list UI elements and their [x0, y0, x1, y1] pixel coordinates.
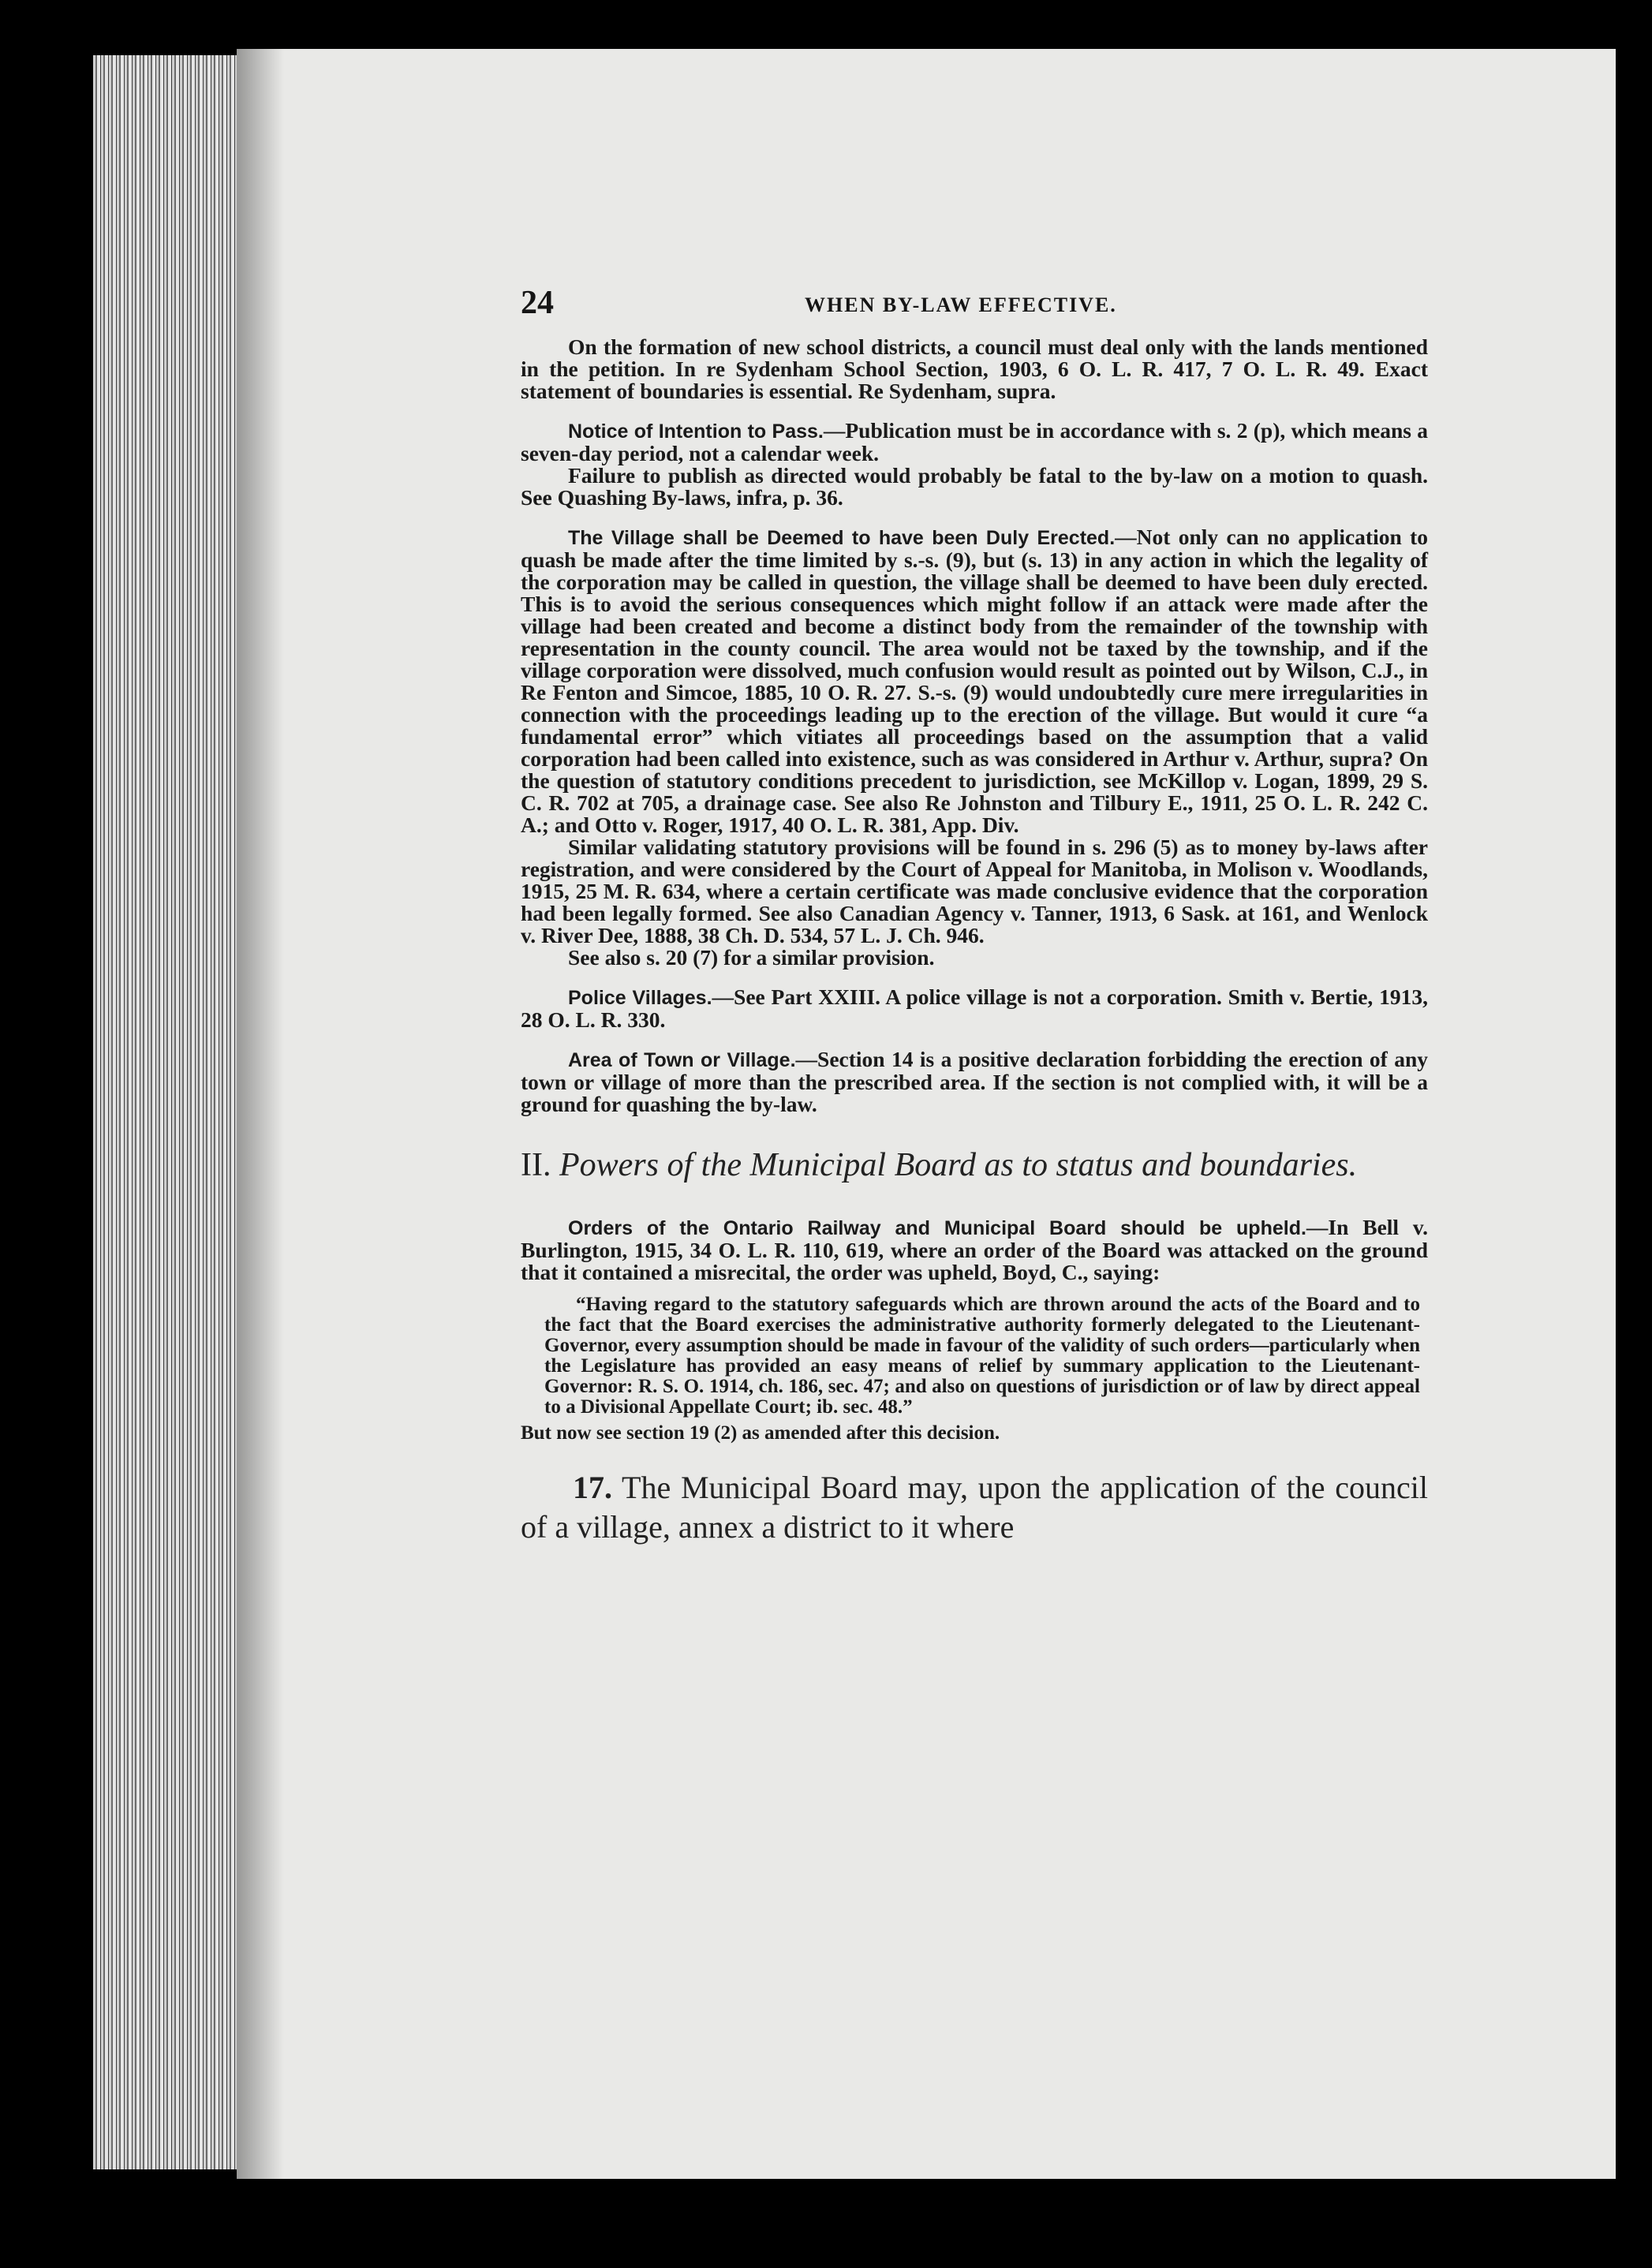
- paragraph-school-districts: On the formation of new school districts, a council must deal only with the lands mentioned in the petition. In re Sydenham School Section, 1903, 6 O. L. R. 417, 7 O. L. R. 49. Exact statement of boundaries is essential. Re Sydenham, supra.: [521, 334, 1428, 403]
- heading-village-deemed: The Village shall be Deemed to have been Duly Erected.: [568, 527, 1116, 549]
- paragraph-see-also: See also s. 20 (7) for a similar provision.: [568, 945, 935, 970]
- heading-orders: Orders of the Ontario Railway and Municipal Board should be upheld.: [568, 1217, 1306, 1239]
- running-head: WHEN BY-LAW EFFECTIVE.: [805, 293, 1117, 316]
- block-quote: [521, 1295, 1428, 1418]
- section-ii-heading: [521, 1147, 1428, 1183]
- paragraph-after-quote: But now see section 19 (2) as amended after this decision.: [521, 1422, 1000, 1444]
- section-17-text: The Municipal Board may, upon the application of the council of a village, annex a district to it where: [521, 1470, 1428, 1545]
- heading-area: Area of Town or Village.: [568, 1049, 796, 1071]
- page-header: [521, 284, 1428, 331]
- section-17: [521, 1468, 1428, 1547]
- page-number: 24: [521, 285, 554, 321]
- book-page-edges: [93, 55, 251, 2169]
- area-text: —Section 14 is a positive declaration forbidding the erection of any town or village of more than the prescribed area. If the section is not complied with, it will be a ground for quashing the by-law.: [521, 1047, 1428, 1116]
- paragraph-failure: Failure to publish as directed would probably be fatal to the by-law on a motion to quash. See Quashing By-laws, infra, p. 36.: [521, 463, 1428, 510]
- village-deemed-text: —Not only can no application to quash be made after the time limited by s.-s. (9), but (s. 13) in any action in which the legality of the corporation may be called in question, the village shall be deemed to have been duly erected. This is to avoid the serious consequences which might follow if an attack were made after the village had been created and become a distinct body from the remainder of the township with representation in the county council. The area would not be taxed by the township, and if the village corporation were dissolved, much confusion would result as pointed out by Wilson, C.J., in Re Fenton and Simcoe, 1885, 10 O. R. 27. S.-s. (9) would undoubtedly cure mere irregularities in connection with the proceedings leading up to the erection of the village. But would it cure “a fundamental error” which vitiates all proceedings based on the assumption that a valid corporation had been called into existence, such as was considered in Arthur v. Arthur, supra? On the question of statutory conditions precedent to jurisdiction, see McKillop v. Logan, 1899, 29 S. C. R. 702 at 705, a drainage case. See also Re Johnston and Tilbury E., 1911, 25 O. L. R. 242 C. A.; and Otto v. Roger, 1917, 40 O. L. R. 381, App. Div.: [521, 525, 1428, 837]
- police-villages-text: —See Part XXIII. A police village is not a corporation. Smith v. Bertie, 1913, 28 O. L. R. 330.: [521, 985, 1428, 1032]
- section-ii-roman: II.: [521, 1147, 551, 1183]
- page-gutter-shadow: [237, 49, 284, 2179]
- page-content: [521, 284, 1428, 1547]
- section-ii-title: Powers of the Municipal Board as to status and boundaries.: [559, 1147, 1358, 1183]
- heading-police-villages: Police Villages.: [568, 987, 712, 1009]
- paragraph-notice: [521, 420, 1428, 465]
- heading-notice: Notice of Intention to Pass.: [568, 420, 824, 443]
- orders-text: —In Bell v. Burlington, 1915, 34 O. L. R. 110, 619, where an order of the Board was attacked on the ground that it contained a misrecital, the order was upheld, Boyd, C., saying:: [521, 1215, 1428, 1284]
- paragraph-orders: [521, 1216, 1428, 1283]
- section-17-number: 17.: [573, 1470, 612, 1505]
- paragraph-similar: Similar validating statutory provisions will be found in s. 296 (5) as to money by-laws after registration, and were considered by the Court of Appeal for Manitoba, in Molison v. Woodlands, 1915, 25 M. R. 634, where a certain certificate was made conclusive evidence that the corporation had been legally formed. See also Canadian Agency v. Tanner, 1913, 6 Sask. at 161, and Wenlock v. River Dee, 1888, 38 Ch. D. 534, 57 L. J. Ch. 946.: [521, 835, 1428, 947]
- quote-text: “Having regard to the statutory safeguards which are thrown around the acts of the Board and to the fact that the Board exercises the administrative authority formerly delegated to the Lieutenant-Governor, every assumption should be made in favour of the validity of such orders—particularly when the Legislature has provided an easy means of relief by summary application to the Lieutenant-Governor: R. S. O. 1914, ch. 186, sec. 47; and also on questions of jurisdiction or of law by direct appeal to a Divisional Appellate Court; ib. sec. 48.”: [544, 1294, 1420, 1418]
- paragraph-village-deemed: [521, 526, 1428, 836]
- notice-text: —Publication must be in accordance with s. 2 (p), which means a seven-day period, not a calendar week.: [521, 418, 1428, 465]
- paragraph-police-villages: [521, 986, 1428, 1031]
- paragraph-area: [521, 1048, 1428, 1115]
